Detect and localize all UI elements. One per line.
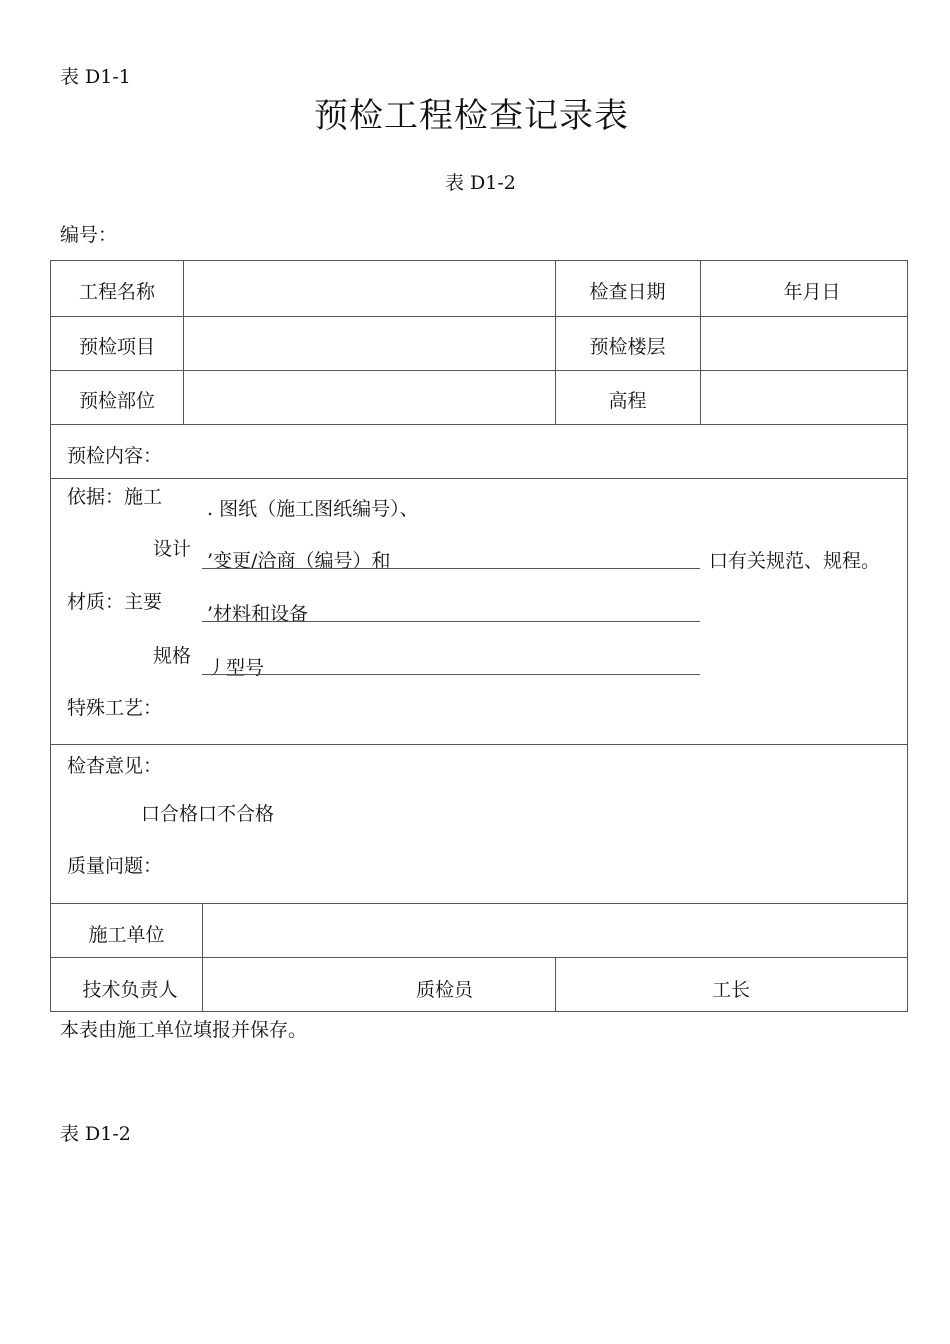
model-text: 丿型号 [207, 657, 265, 679]
precheck-floor-label: 预检楼层 [589, 336, 666, 358]
design-label: 设计 [153, 538, 192, 560]
spec-label: 规格 [153, 645, 192, 667]
check-date-label: 检查日期 [589, 281, 666, 303]
elevation-label: 高程 [608, 390, 647, 412]
standards-text: 口有关规范、规程。 [709, 550, 881, 572]
page-title: 预检工程检查记录表 [314, 96, 629, 136]
material-label: 材质：主要 [67, 591, 163, 613]
check-date-value: 年月日 [783, 281, 841, 303]
construction-unit-label: 施工单位 [88, 924, 165, 946]
table-code-sub: 表 D1-2 [445, 172, 516, 194]
foreman-label: 工长 [711, 979, 750, 1001]
number-label: 编号： [60, 224, 118, 246]
precheck-item-label: 预检项目 [78, 336, 155, 358]
basis-label: 依据：施工 [67, 486, 163, 508]
tech-lead-label: 技术负责人 [82, 979, 178, 1001]
table-code-top: 表 D1-1 [60, 66, 131, 88]
project-name-label: 工程名称 [78, 281, 155, 303]
inspector-label: 质检员 [415, 979, 473, 1001]
precheck-part-label: 预检部位 [78, 390, 155, 412]
table-code-bottom: 表 D1-2 [60, 1123, 131, 1145]
design-change-text: ’变更/洽商（编号）和 [207, 550, 391, 572]
qualified-options[interactable]: 口合格口不合格 [141, 803, 275, 825]
opinion-label: 检杳意见： [67, 755, 163, 777]
precheck-content-label: 预检内容： [67, 445, 163, 467]
material-equipment-text: ’材料和设备 [207, 603, 309, 625]
basis-drawings-text: . 图纸（施工图纸编号）、 [207, 498, 419, 520]
quality-issue-label: 质量问题： [67, 855, 163, 877]
special-process-label: 特殊工艺： [67, 697, 163, 719]
footer-note: 本表由施工单位填报并保存。 [60, 1019, 308, 1041]
precheck-form [50, 260, 908, 1012]
